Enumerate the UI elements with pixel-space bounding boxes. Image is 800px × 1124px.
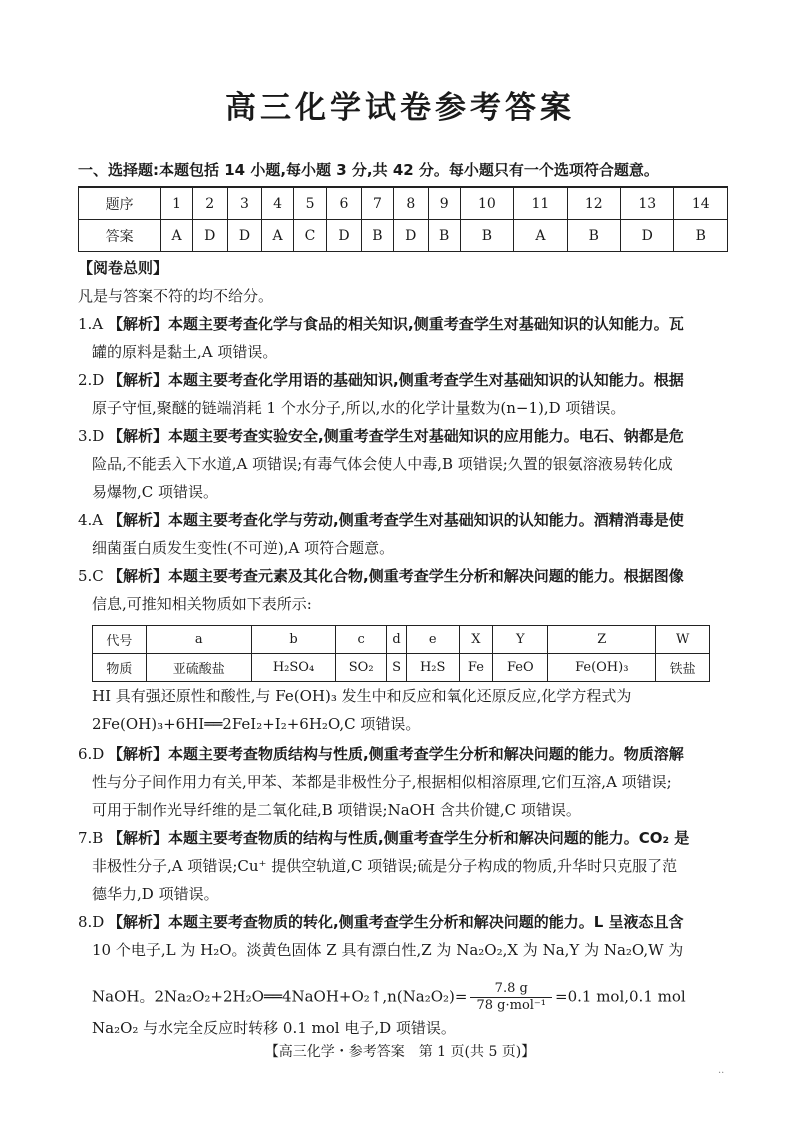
item-text: 【解析】本题主要考查化学用语的基础知识,侧重考查学生对基础知识的认知能力。根据	[108, 371, 684, 389]
question-number: 10	[460, 187, 513, 220]
explanation-continuation: 细菌蛋白质发生变性(不可逆),A 项符合题意。	[92, 539, 395, 557]
question-number: 13	[621, 187, 674, 220]
explanation-item	[78, 912, 728, 932]
question-number: 5	[293, 187, 326, 220]
explanation-item	[78, 566, 728, 586]
answer-table	[78, 186, 728, 252]
explanation-continuation: 10 个电子,L 为 H₂O。淡黄色固体 Z 具有漂白性,Z 为 Na₂O₂,X 为 Na,Y 为 Na₂O,W 为	[92, 941, 684, 959]
question-number: 2	[192, 187, 227, 220]
substance-table	[92, 625, 710, 682]
rules-heading: 【阅卷总则】	[78, 259, 169, 277]
question-number: 14	[674, 187, 728, 220]
item-number: 8.D	[78, 913, 105, 931]
explanation-continuation: 易爆物,C 项错误。	[92, 483, 219, 501]
answer-cell: B	[567, 220, 620, 252]
substance-cell: S	[387, 654, 407, 682]
answer-cell: A	[514, 220, 567, 252]
item8-last-line: Na₂O₂ 与水完全反应时转移 0.1 mol 电子,D 项错误。	[92, 1019, 456, 1037]
item-number: 1.A	[78, 315, 104, 333]
question-number: 7	[361, 187, 393, 220]
explanation-continuation: 信息,可推知相关物质如下表所示:	[92, 595, 312, 613]
question-number: 9	[428, 187, 460, 220]
substance-cell: Fe	[459, 654, 493, 682]
item-number: 5.C	[78, 567, 104, 585]
answer-cell: B	[428, 220, 460, 252]
code-cell: b	[251, 626, 335, 654]
code-cell: Z	[548, 626, 656, 654]
answer-cell: C	[293, 220, 326, 252]
answer-cell: A	[161, 220, 193, 252]
item-text: 【解析】本题主要考查化学与劳动,侧重考查学生对基础知识的认知能力。酒精消毒是使	[108, 511, 684, 529]
item-number: 3.D	[78, 427, 105, 445]
fraction-numerator: 7.8 g	[470, 981, 552, 998]
code-cell: Y	[493, 626, 548, 654]
table-row	[79, 187, 728, 220]
question-number: 8	[393, 187, 428, 220]
answer-cell: B	[674, 220, 728, 252]
answer-cell: D	[227, 220, 262, 252]
answer-cell: B	[361, 220, 393, 252]
code-cell: d	[387, 626, 407, 654]
item-number: 7.B	[78, 829, 104, 847]
explanation-continuation: 罐的原料是黏土,A 项错误。	[92, 343, 278, 361]
explanation-item	[78, 744, 728, 764]
explanation-continuation: 可用于制作光导纤维的是二氧化硅,B 项错误;NaOH 含共价键,C 项错误。	[92, 801, 581, 819]
corner-mark: ··	[718, 1068, 725, 1079]
question-number: 3	[227, 187, 262, 220]
question-number: 4	[262, 187, 294, 220]
answer-cell: D	[327, 220, 362, 252]
explanation-item	[78, 426, 728, 446]
code-cell: e	[406, 626, 459, 654]
item-text: 【解析】本题主要考查实验安全,侧重考查学生对基础知识的应用能力。电石、钠都是危	[108, 427, 684, 445]
code-cell: a	[146, 626, 251, 654]
explanation-continuation: 德华力,D 项错误。	[92, 885, 219, 903]
item5-equation: 2Fe(OH)₃+6HI══2FeI₂+I₂+6H₂O,C 项错误。	[92, 715, 421, 733]
substance-cell: H₂S	[406, 654, 459, 682]
table-row	[93, 626, 710, 654]
substance-cell: Fe(OH)₃	[548, 654, 656, 682]
question-number: 6	[327, 187, 362, 220]
question-number: 11	[514, 187, 567, 220]
item8-eq-left: NaOH。2Na₂O₂+2H₂O══4NaOH+O₂↑,n(Na₂O₂)=	[92, 987, 468, 1006]
page-footer: 【高三化学・参考答案 第 1 页(共 5 页)】	[264, 1044, 536, 1060]
question-number: 12	[567, 187, 620, 220]
rules-text: 凡是与答案不符的均不给分。	[78, 287, 274, 305]
substance-cell: 铁盐	[656, 654, 710, 682]
table-row	[79, 220, 728, 252]
substance-cell: SO₂	[336, 654, 387, 682]
code-cell: W	[656, 626, 710, 654]
item-text: 【解析】本题主要考查化学与食品的相关知识,侧重考查学生对基础知识的认知能力。瓦	[108, 315, 684, 333]
explanation-continuation: 险品,不能丢入下水道,A 项错误;有毒气体会使人中毒,B 项错误;久置的银氨溶液易转化成	[92, 455, 673, 473]
item-number: 6.D	[78, 745, 105, 763]
substance-cell: H₂SO₄	[251, 654, 335, 682]
answer-cell: D	[621, 220, 674, 252]
table-row	[93, 654, 710, 682]
row-label: 答案	[79, 220, 161, 252]
item-text: 【解析】本题主要考查物质结构与性质,侧重考查学生分析和解决问题的能力。物质溶解	[108, 745, 684, 763]
item8-eq-right: =0.1 mol,0.1 mol	[555, 987, 686, 1006]
page-title: 高三化学试卷参考答案	[225, 90, 575, 126]
explanation-continuation: 非极性分子,A 项错误;Cu⁺ 提供空轨道,C 项错误;硫是分子构成的物质,升华时只克服了范	[92, 857, 678, 875]
answer-cell: D	[393, 220, 428, 252]
answer-cell: B	[460, 220, 513, 252]
explanation-item	[78, 510, 728, 530]
explanation-item	[78, 370, 728, 390]
row-label: 题序	[79, 187, 161, 220]
explanation-item	[78, 828, 728, 848]
item-number: 4.A	[78, 511, 104, 529]
explanation-item	[78, 314, 728, 334]
answer-cell: D	[192, 220, 227, 252]
code-cell: X	[459, 626, 493, 654]
explanation-continuation: 性与分子间作用力有关,甲苯、苯都是非极性分子,根据相似相溶原理,它们互溶,A 项错误;	[92, 773, 672, 791]
item8-equation	[92, 981, 742, 1014]
substance-cell: 亚硫酸盐	[146, 654, 251, 682]
section-heading: 一、选择题:本题包括 14 小题,每小题 3 分,共 42 分。每小题只有一个选项符合题意。	[78, 161, 659, 179]
substance-cell: 物质	[93, 654, 147, 682]
item-text: 【解析】本题主要考查物质的转化,侧重考查学生分析和解决问题的能力。L 呈液态且含	[108, 913, 684, 931]
item5-text-line: HI 具有强还原性和酸性,与 Fe(OH)₃ 发生中和反应和氧化还原反应,化学方程式为	[92, 687, 632, 705]
item-text: 【解析】本题主要考查元素及其化合物,侧重考查学生分析和解决问题的能力。根据图像	[108, 567, 684, 585]
explanation-continuation: 原子守恒,聚醚的链端消耗 1 个水分子,所以,水的化学计量数为(n−1),D 项错误。	[92, 399, 626, 417]
item-text: 【解析】本题主要考查物质的结构与性质,侧重考查学生分析和解决问题的能力。CO₂ 是	[108, 829, 690, 847]
answer-cell: A	[262, 220, 294, 252]
substance-cell: FeO	[493, 654, 548, 682]
fraction-denominator: 78 g·mol⁻¹	[476, 998, 546, 1013]
code-cell: 代号	[93, 626, 147, 654]
item-number: 2.D	[78, 371, 105, 389]
code-cell: c	[336, 626, 387, 654]
fraction	[470, 981, 552, 1014]
question-number: 1	[161, 187, 193, 220]
